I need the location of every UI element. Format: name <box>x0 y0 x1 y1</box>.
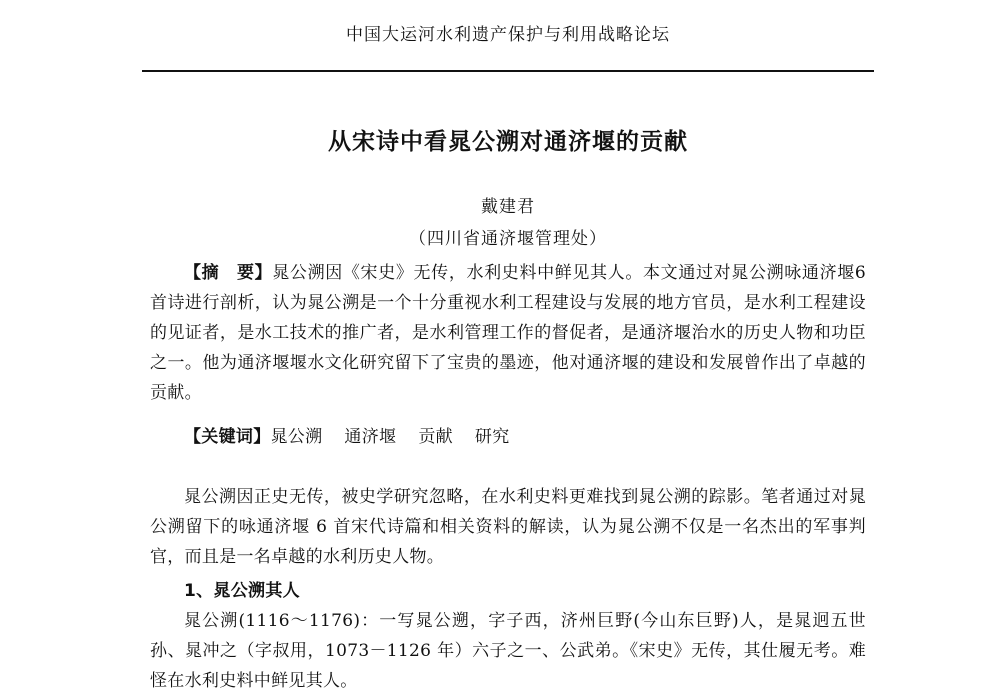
keyword-item: 研究 <box>474 427 510 447</box>
header-rule <box>142 70 874 72</box>
keyword-item: 贡献 <box>418 427 453 447</box>
running-header: 中国大运河水利遗产保护与利用战略论坛 <box>346 25 670 45</box>
abstract <box>150 258 866 408</box>
abstract-text: 晁公溯因《宋史》无传，水利史料中鲜见其人。本文通过对晁公溯咏通济堰6首诗进行剖析，认为晁公溯是一个十分重视水利工程建设与发展的地方官员，是水利工程建设的见证者，是水工技术的推广者，是水利管理工作的督促者，是通济堰治水的历史人物和功臣之一。他为通济堰堰水文化研究留下了宝贵的墨迹，他对通济堰的建设和发展曾作出了卓越的贡献。 <box>150 263 867 403</box>
abstract-label: 【摘 要】 <box>184 263 273 283</box>
author-affiliation: （四川省通济堰管理处） <box>409 229 607 249</box>
keywords <box>150 422 866 452</box>
body-paragraph: 晁公溯因正史无传，被史学研究忽略，在水利史料更难找到晁公溯的踪影。笔者通过对晁公溯留下的咏通济堰 6 首宋代诗篇和相关资料的解读，认为晁公溯不仅是一名杰出的军事判官，而且是一名卓越的水利历史人物。 <box>150 487 866 567</box>
paper-title: 从宋诗中看晁公溯对通济堰的贡献 <box>328 129 688 155</box>
keyword-item: 晁公溯 <box>270 427 323 447</box>
author-name: 戴建君 <box>481 197 535 217</box>
section-heading: 1、晁公溯其人 <box>184 581 300 601</box>
body-paragraph: 晁公溯(1116～1176)：一写晁公遡，字子西，济州巨野(今山东巨野)人，是晁迥五世孙、晁冲之（字叔用，1073－1126 年）六子之一、公武弟。《宋史》无传，其仕履无考。难怪在水利史料中鲜见其人。 <box>150 611 866 691</box>
keywords-label: 【关键词】 <box>184 427 271 447</box>
keyword-item: 通济堰 <box>344 427 397 447</box>
